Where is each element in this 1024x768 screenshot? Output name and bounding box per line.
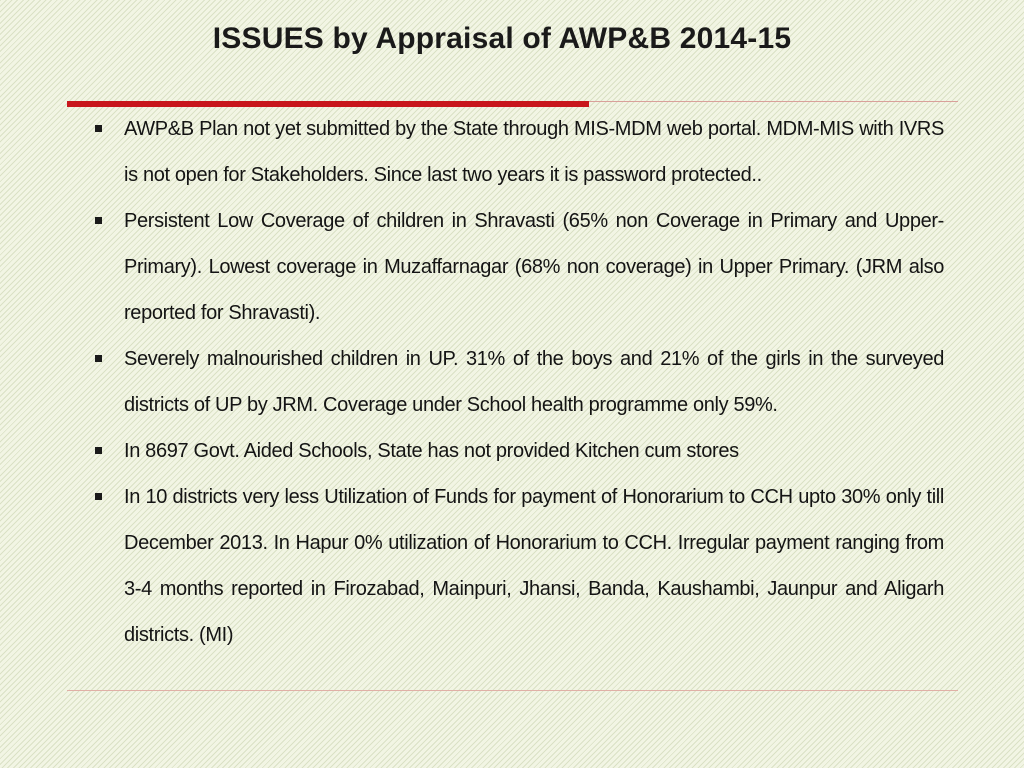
issue-item-5 [92, 474, 944, 658]
title-underline-thin [589, 101, 958, 102]
square-bullet-icon [95, 447, 102, 454]
issue-text: AWP&B Plan not yet submitted by the State through MIS-MDM web portal. MDM-MIS with IVRS is not open for Stakeholders. Since last two years it is password protected.. [124, 118, 944, 186]
square-bullet-icon [95, 355, 102, 362]
issue-text: In 8697 Govt. Aided Schools, State has not provided Kitchen cum stores [124, 440, 739, 462]
issue-text: In 10 districts very less Utilization of Funds for payment of Honorarium to CCH upto 30% only till December 2013. In Hapur 0% utilization of Honorarium to CCH. Irregular payment ranging from 3-4 months reported in Firozabad, Mainpuri, Jhansi, Banda, Kaushambi, Jaunpur and Aligarh districts. (MI) [124, 486, 944, 646]
issue-item-4 [92, 428, 944, 474]
square-bullet-icon [95, 125, 102, 132]
issues-list [92, 106, 944, 658]
square-bullet-icon [95, 217, 102, 224]
issue-item-2 [92, 198, 944, 336]
issue-item-1 [92, 106, 944, 198]
square-bullet-icon [95, 493, 102, 500]
slide-title: ISSUES by Appraisal of AWP&B 2014-15 [212, 22, 792, 55]
issue-text: Severely malnourished children in UP. 31% of the boys and 21% of the girls in the surveyed districts of UP by JRM. Coverage under School health programme only 59%. [124, 348, 944, 416]
issue-text: Persistent Low Coverage of children in Shravasti (65% non Coverage in Primary and Upper-Primary). Lowest coverage in Muzaffarnagar (68% non coverage) in Upper Primary. (JRM also reported for Shravasti). [124, 210, 944, 324]
issue-item-3 [92, 336, 944, 428]
footer-divider [67, 690, 958, 691]
